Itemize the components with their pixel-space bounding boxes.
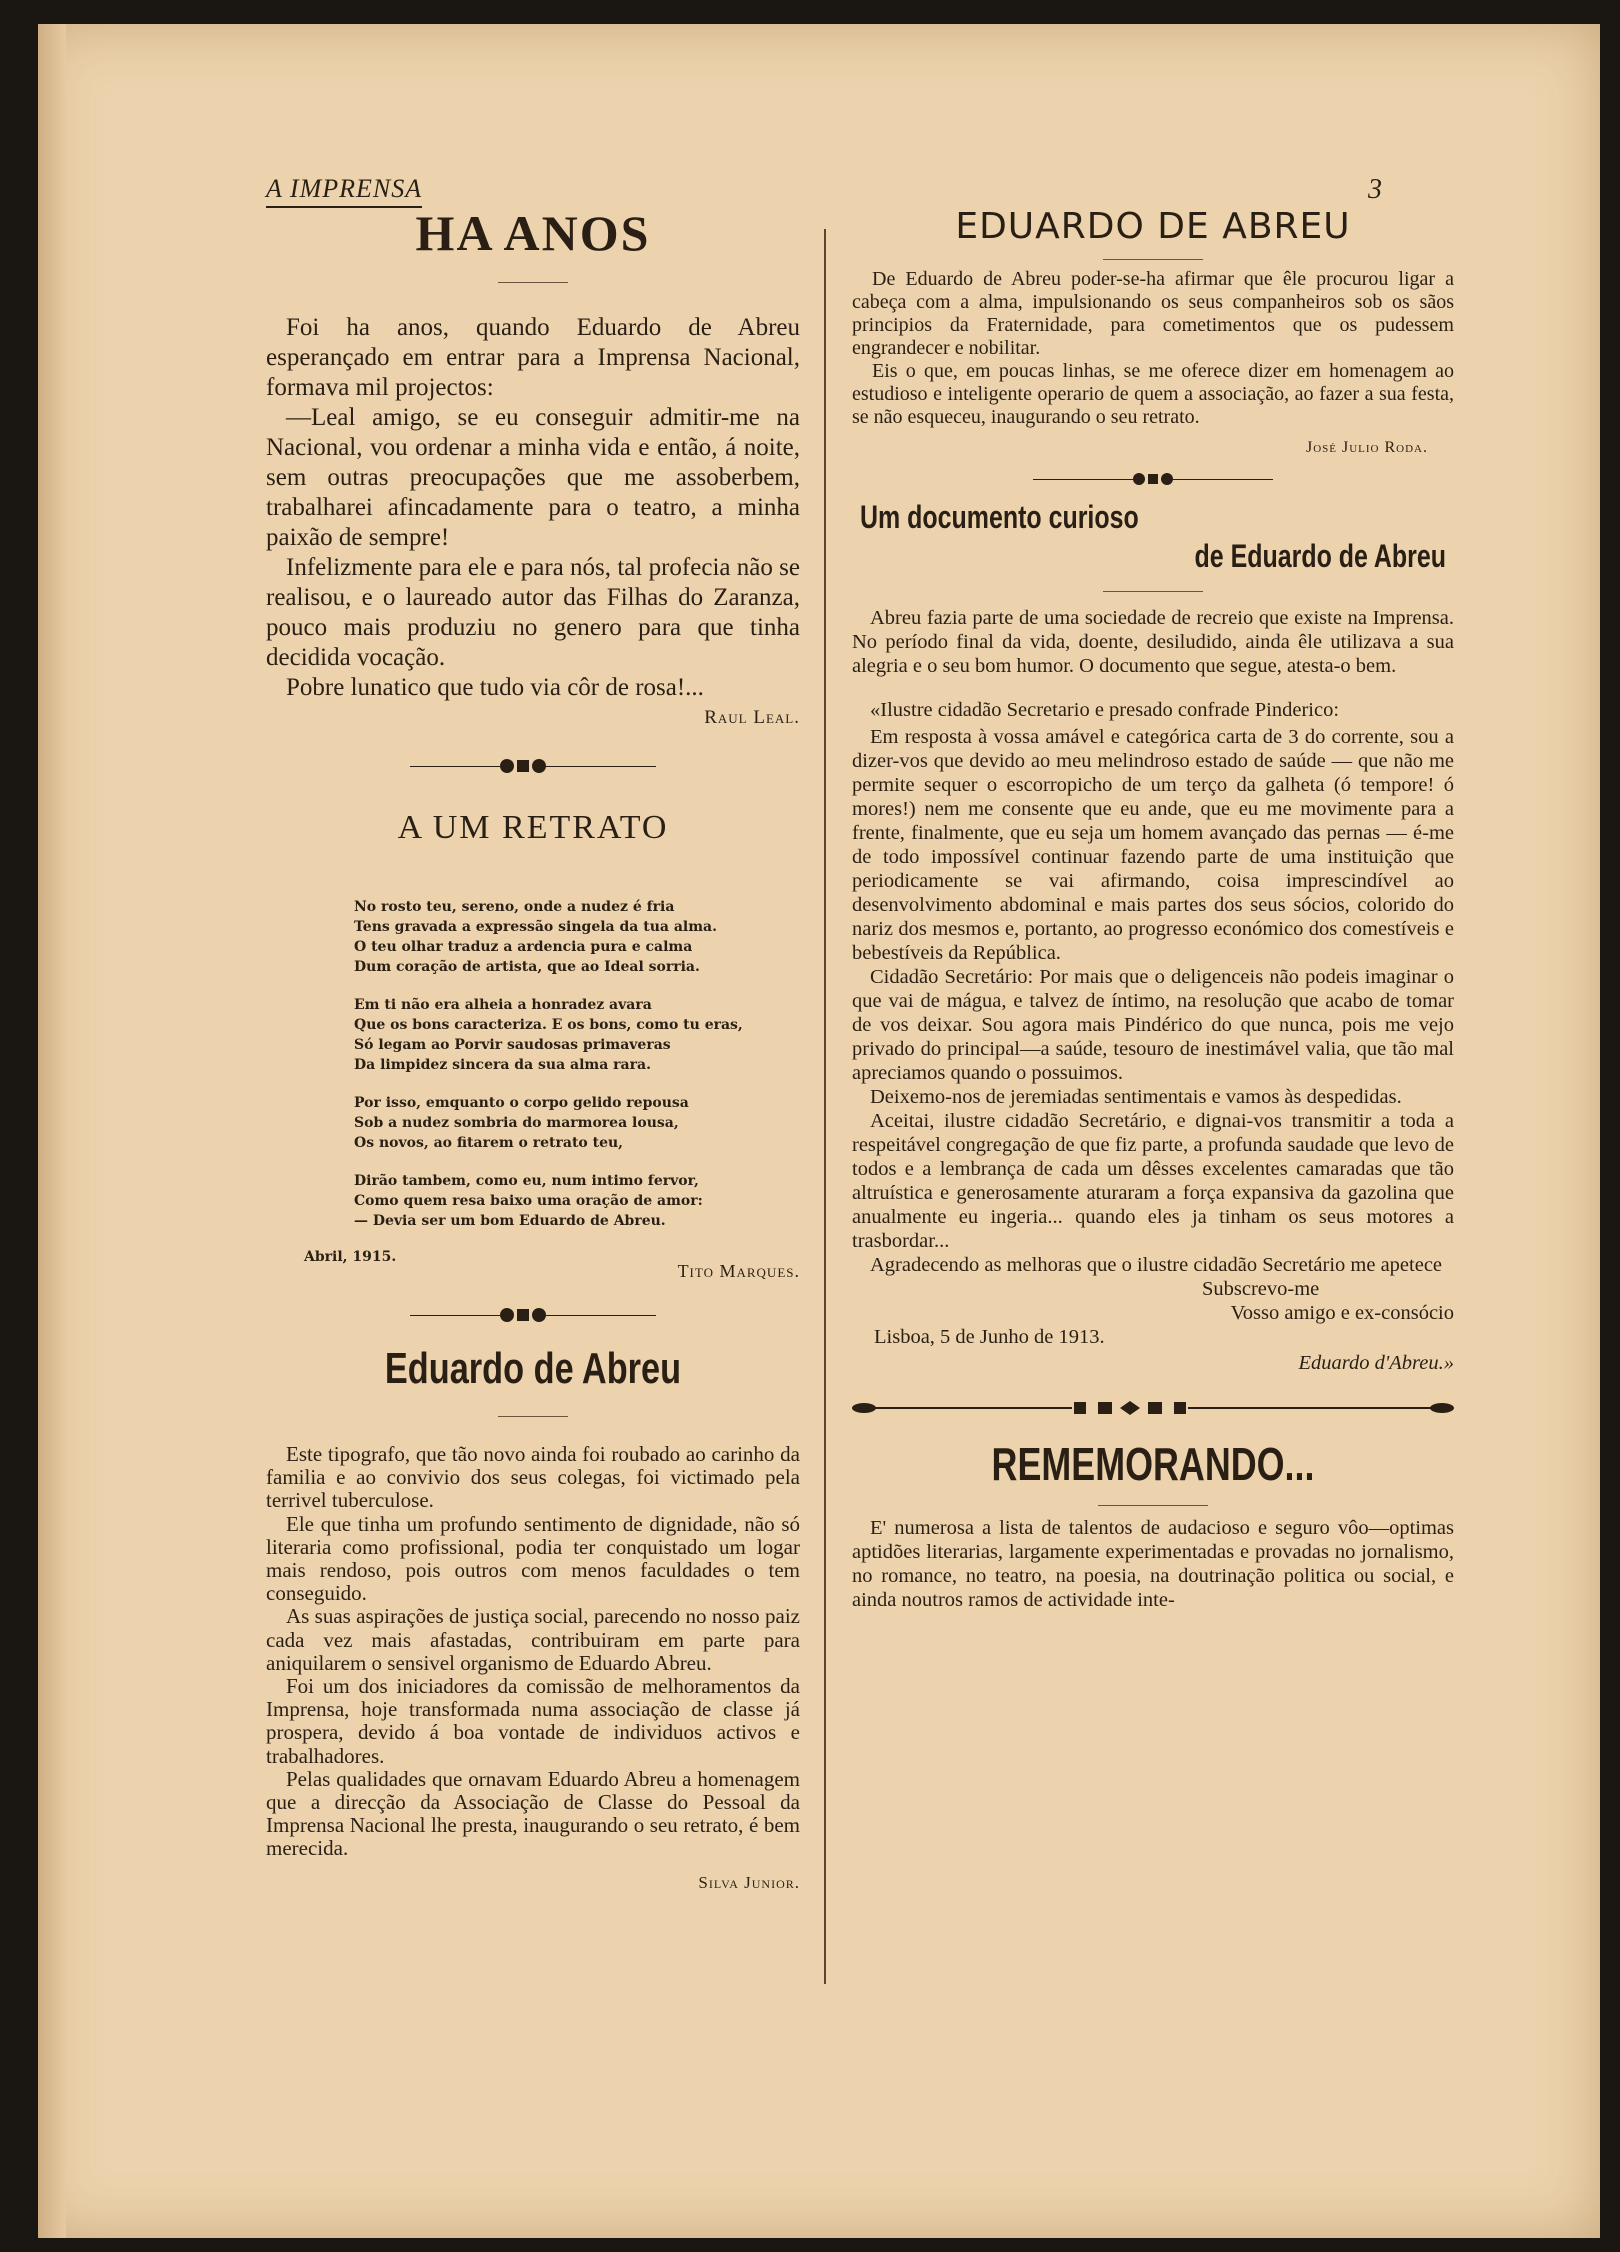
verse: Da limpidez sincera da sua alma rara.: [354, 1057, 651, 1073]
article-title-eduardo-caps: EDUARDO DE ABREU: [955, 206, 1351, 247]
ha-anos-body: [266, 313, 800, 703]
stanza: [354, 1093, 800, 1153]
verse: Por isso, emquanto o corpo gelido repousa: [354, 1095, 689, 1111]
verse: Tens gravada a expressão singela da tua alma.: [354, 919, 717, 935]
stanza: [354, 897, 800, 977]
paragraph: Eis o que, em poucas linhas, se me oferece dizer em homenagem ao estudioso e inteligente operario de quem a associação, ao fazer a sua festa, se não esqueceu, inaugurando o seu retrato.: [852, 360, 1454, 428]
paragraph: Deixemo-nos de jeremiadas sentimentais e vamos às despedidas.: [870, 1086, 1402, 1108]
poem: [354, 897, 800, 1231]
eduardo-right-body: [852, 268, 1454, 429]
verse: Dirão tambem, como eu, num intimo fervor,: [354, 1173, 699, 1189]
verse: Como quem resa baixo uma oração de amor:: [354, 1193, 703, 1209]
title-rule: [1103, 259, 1203, 260]
paragraph: Cidadão Secretário: Por mais que o deligenceis não podeis imaginar o que vai de mágua, e talvez de íntimo, na resolução que acabo de tomar de vos deixar. Sou agora mais Pindérico do que nunca, pois me vejo privado do principal—a saúde, tesouro de inestimável valia, que tão mal apreciamos quando o possuimos.: [852, 966, 1454, 1084]
paragraph: Em resposta à vossa amável e categórica carta de 3 do corrente, sou a dizer-vos que devido ao meu melindroso estado de saúde — que não me permite sequer o escorropicho de um terço da galheta (ó tempore! ó mores!) nem me consente que eu ande, que eu me movimente para a frente, finalmente, que eu seja um homem avançado das pernas — é-me de todo impossível continuar fazendo parte de uma instituição que periodicamente se vai afirmando, coisa imprescindível ao desenvolvimento abdominal e mais partes dos seus sócios, colorido do nariz dos mesmos e, portanto, ao progresso económico dos comestíveis e bebestíveis da República.: [852, 726, 1454, 964]
documento-closing: Subscrevo-me: [1202, 1278, 1320, 1300]
paragraph: Este tipografo, que tão novo ainda foi roubado ao carinho da familia e ao convivio dos seus colegas, foi victimado pela terrivel tuberculose.: [266, 1442, 800, 1513]
author-signature: Tito Marques.: [677, 1261, 800, 1281]
paragraph: Aceitai, ilustre cidadão Secretário, e dignai-vos transmitir a toda a respeitável congregação de que fiz parte, a profunda saudade que levo de todos e a lembrança de cada um dêsses excelentes camaradas que tão altruística e generosamente aturaram a força expansiva da gazolina que anualmente eu ingeria... quando eles ja tinham os seus motores a trasbordar...: [852, 1110, 1454, 1252]
paragraph: Infelizmente para ele e para nós, tal profecia não se realisou, e o laureado autor das Filhas do Zaranza, pouco mais produziu no genero para que tinha decidida vocação.: [266, 554, 800, 671]
verse: Que os bons caracteriza. E os bons, como tu eras,: [354, 1017, 743, 1033]
eduardo-body: [266, 1443, 800, 1861]
paragraph: Foi ha anos, quando Eduardo de Abreu esperançado em entrar para a Imprensa Nacional, formava mil projectos:: [266, 314, 800, 401]
author-signature: José Julio Roda.: [1305, 439, 1428, 456]
verse: No rosto teu, sereno, onde a nudez é fria: [354, 899, 675, 915]
stanza: [354, 1171, 800, 1231]
section-ornament: [852, 473, 1454, 485]
article-title-ha-anos: HA ANOS: [415, 205, 651, 261]
newspaper-page: [38, 24, 1600, 2238]
verse: — Devia ser um bom Eduardo de Abreu.: [354, 1213, 666, 1229]
article-title-eduardo: Eduardo de Abreu: [384, 1344, 682, 1393]
stanza: [354, 995, 800, 1075]
verse: Só legam ao Porvir saudosas primaveras: [354, 1037, 671, 1053]
paragraph: De Eduardo de Abreu poder-se-ha afirmar que êle procurou ligar a cabeça com a alma, impulsionando os seus companheiros sob os sãos principios da Fraternidade, para cometimentos que os pudessem engrandecer e nobilitar.: [852, 268, 1454, 359]
documento-signature: Eduardo d'Abreu.»: [1298, 1352, 1454, 1374]
article-title-documento-2: de Eduardo de Abreu: [1194, 538, 1446, 574]
section-ornament: [266, 759, 800, 773]
author-signature: Raul Leal.: [704, 707, 800, 728]
section-ornament: [266, 1308, 800, 1322]
documento-place-date: Lisboa, 5 de Junho de 1913.: [874, 1326, 1105, 1348]
title-rule: [498, 1416, 568, 1417]
right-column: [852, 206, 1454, 1612]
paragraph: Foi um dos iniciadores da comissão de melhoramentos da Imprensa, hoje transformada numa associação de classe já prospera, devido á boa vontade de individuos activos e trabalhadores.: [266, 1674, 800, 1768]
publication-name: A IMPRENSA: [266, 174, 422, 208]
verse: O teu olhar traduz a ardencia pura e calma: [354, 939, 693, 955]
paragraph: Ele que tinha um profundo sentimento de dignidade, não só literaria como profissional, podia ter conquistado um logar mais rendoso, pois outros com menos faculdades o tem conseguido.: [266, 1511, 800, 1606]
page-spine: [38, 24, 66, 2238]
author-signature: Silva Junior.: [698, 1872, 800, 1892]
rememorando-text: E' numerosa a lista de talentos de audacioso e seguro vôo—optimas aptidões literarias, largamente experimentadas e provadas no jornalismo, no romance, no teatro, na poesia, na doutrinação politica ou social, e ainda noutros ramos de actividade inte-: [852, 1517, 1454, 1611]
poem-date: Abril, 1915.: [304, 1249, 397, 1265]
verse: Sob a nudez sombria do marmorea lousa,: [354, 1115, 679, 1131]
page-number: 3: [1368, 174, 1382, 205]
verse: Dum coração de artista, que ao Ideal sorria.: [354, 959, 700, 975]
paragraph: As suas aspirações de justiça social, parecendo no nosso paiz cada vez mais afastadas, contribuiram em parte para aniquilarem o sensivel organismo de Eduardo Abreu.: [266, 1604, 800, 1675]
article-title-rememorando: REMEMORANDO...: [991, 1438, 1315, 1490]
title-rule: [498, 282, 568, 283]
title-rule: [1103, 591, 1203, 592]
column-divider: [824, 229, 826, 1984]
documento-closing: Vosso amigo e ex-consócio: [1230, 1302, 1454, 1324]
decorative-divider: [852, 1393, 1454, 1423]
paragraph: —Leal amigo, se eu conseguir admitir-me na Nacional, vou ordenar a minha vida e então, á noite, sem outras preocupações que me assoberbem, trabalharei afincadamente para o teatro, a minha paixão de sempre!: [266, 404, 800, 551]
paragraph: Pobre lunatico que tudo via côr de rosa!...: [286, 674, 704, 701]
paragraph: Agradecendo as melhoras que o ilustre cidadão Secretário me apetece: [870, 1254, 1443, 1276]
title-rule: [1098, 1505, 1208, 1506]
left-column: [266, 204, 800, 1893]
verse: Em ti não era alheia a honradez avara: [354, 997, 652, 1013]
documento-salutation: «Ilustre cidadão Secretario e presado confrade Pinderico:: [870, 699, 1340, 721]
documento-body: [852, 606, 1454, 1375]
documento-intro: Abreu fazia parte de uma sociedade de recreio que existe na Imprensa. No período final da vida, doente, desiludido, ainda êle utilizava a sua alegria e o seu bom humor. O documento que segue, atesta-o bem.: [852, 607, 1454, 677]
verse: Os novos, ao fitarem o retrato teu,: [354, 1135, 624, 1151]
paragraph: Pelas qualidades que ornavam Eduardo Abreu a homenagem que a direcção da Associação de Classe do Pessoal da Imprensa Nacional lhe presta, inaugurando o seu retrato, é bem merecida.: [266, 1766, 800, 1861]
article-title-documento-1: Um documento curioso: [860, 499, 1139, 535]
article-title-retrato: A UM RETRATO: [397, 809, 669, 846]
